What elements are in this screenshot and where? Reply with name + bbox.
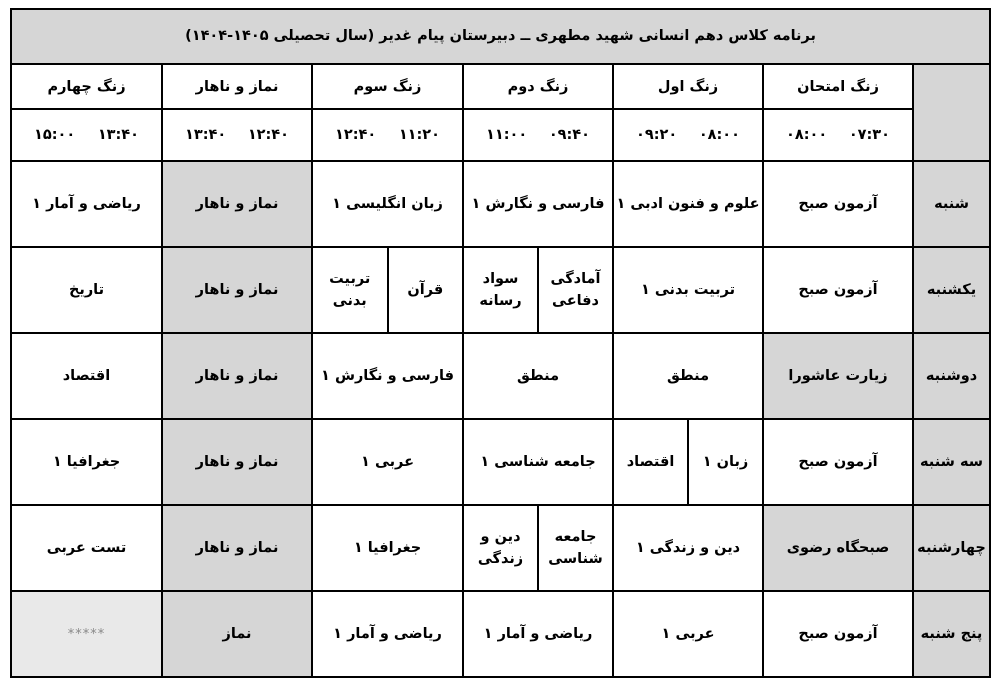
time-start: ۰۹:۴۰ xyxy=(548,127,591,144)
cell-period-4: تاریخ xyxy=(11,247,162,333)
cell-lunch: نماز و ناهار xyxy=(162,247,312,333)
cell-lunch: نماز و ناهار xyxy=(162,161,312,247)
header-period-1: زنگ اول xyxy=(613,64,763,109)
time-start: ۰۸:۰۰ xyxy=(698,127,741,144)
cell-period-4: تست عربی xyxy=(11,505,162,591)
time-period-1 xyxy=(613,109,763,161)
cell-period-1 xyxy=(613,419,763,505)
time-start: ۱۲:۴۰ xyxy=(247,127,290,144)
time-start: ۱۱:۲۰ xyxy=(398,127,441,144)
cell-period-1: عربی ۱ xyxy=(613,591,763,677)
cell-period-4 xyxy=(11,591,162,677)
time-end: ۱۱:۰۰ xyxy=(486,127,528,144)
day-label: شنبه xyxy=(913,161,990,247)
time-end: ۱۲:۴۰ xyxy=(335,127,377,144)
cell-half-right: قرآن xyxy=(407,282,444,299)
cell-period-1: تربیت بدنی ۱ xyxy=(613,247,763,333)
cell-half-left: سواد رسانه xyxy=(464,248,539,332)
cell-period-4: جغرافیا ۱ xyxy=(11,419,162,505)
cell-period-2: منطق xyxy=(463,333,613,419)
header-period-2: زنگ دوم xyxy=(463,64,613,109)
cell-half-left: اقتصاد xyxy=(614,420,689,504)
cell-period-3: جغرافیا ۱ xyxy=(312,505,463,591)
time-period-2 xyxy=(463,109,613,161)
cell-lunch: نماز xyxy=(162,591,312,677)
cell-half-right: جامعه شناسی xyxy=(548,528,603,568)
cell-period-3 xyxy=(312,247,463,333)
schedule-table xyxy=(10,8,991,678)
header-lunch: نماز و ناهار xyxy=(162,64,312,109)
cell-lunch: نماز و ناهار xyxy=(162,333,312,419)
cell-period-1: منطق xyxy=(613,333,763,419)
time-end: ۱۵:۰۰ xyxy=(34,127,76,144)
cell-exam: آزمون صبح xyxy=(763,161,913,247)
time-exam xyxy=(763,109,913,161)
day-label: پنج شنبه xyxy=(913,591,990,677)
cell-lunch: نماز و ناهار xyxy=(162,419,312,505)
cell-period-3: عربی ۱ xyxy=(312,419,463,505)
cell-exam: زیارت عاشورا xyxy=(763,333,913,419)
cell-half-left: دین و زندگی xyxy=(464,506,539,590)
cell-period-2 xyxy=(463,247,613,333)
time-start: ۰۷:۳۰ xyxy=(848,127,891,144)
cell-period-4: اقتصاد xyxy=(11,333,162,419)
time-period-3 xyxy=(312,109,463,161)
cell-period-2: فارسی و نگارش ۱ xyxy=(463,161,613,247)
header-exam: زنگ امتحان xyxy=(763,64,913,109)
cell-exam: آزمون صبح xyxy=(763,247,913,333)
cell-exam: صبحگاه رضوی xyxy=(763,505,913,591)
day-label: دوشنبه xyxy=(913,333,990,419)
cell-lunch: نماز و ناهار xyxy=(162,505,312,591)
cell-period-1: علوم و فنون ادبی ۱ xyxy=(613,161,763,247)
cell-period-3: زبان انگلیسی ۱ xyxy=(312,161,463,247)
time-start: ۱۳:۴۰ xyxy=(97,127,140,144)
header-period-3: زنگ سوم xyxy=(312,64,463,109)
time-end: ۰۹:۲۰ xyxy=(636,127,678,144)
header-period-4: زنگ چهارم xyxy=(11,64,162,109)
cell-period-1: دین و زندگی ۱ xyxy=(613,505,763,591)
cell-period-2: ریاضی و آمار ۱ xyxy=(463,591,613,677)
page-title: برنامه کلاس دهم انسانی شهید مطهری ــ دبیرستان پیام غدیر (سال تحصیلی ۱۴۰۵-۱۴۰۴) xyxy=(11,9,990,64)
cell-half-left: تربیت بدنی xyxy=(313,248,389,332)
time-period-4 xyxy=(11,109,162,161)
cell-period-3: فارسی و نگارش ۱ xyxy=(312,333,463,419)
time-lunch xyxy=(162,109,312,161)
placeholder-stars: ***** xyxy=(67,626,106,642)
day-label: یکشنبه xyxy=(913,247,990,333)
cell-period-3: ریاضی و آمار ۱ xyxy=(312,591,463,677)
time-end: ۱۳:۴۰ xyxy=(185,127,227,144)
corner-cell xyxy=(913,64,990,161)
day-label: سه شنبه xyxy=(913,419,990,505)
cell-half-right: آمادگی دفاعی xyxy=(550,270,601,310)
day-label: چهارشنبه xyxy=(913,505,990,591)
cell-half-right: زبان ۱ xyxy=(702,453,749,470)
cell-period-4: ریاضی و آمار ۱ xyxy=(11,161,162,247)
cell-exam: آزمون صبح xyxy=(763,591,913,677)
cell-period-2: جامعه شناسی ۱ xyxy=(463,419,613,505)
schedule-sheet xyxy=(10,8,989,678)
cell-period-2 xyxy=(463,505,613,591)
time-end: ۰۸:۰۰ xyxy=(786,127,828,144)
cell-exam: آزمون صبح xyxy=(763,419,913,505)
